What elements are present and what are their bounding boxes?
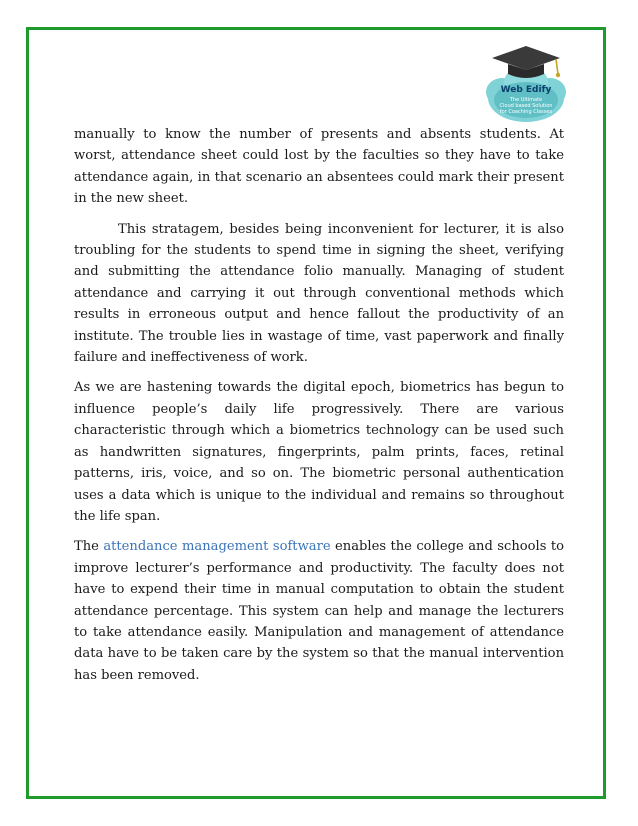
paragraph-4 — [74, 536, 564, 686]
logo-tagline-3: for Coaching Classes — [499, 109, 553, 115]
logo-tagline-2: Cloud based Solution — [499, 103, 553, 109]
paragraph-4-rest: enables the college and schools to improve lecturer’s performance and productivity. The faculty does not have to expend their time in manual computation to obtain the student attendance percentage. This system can help and manage the lecturers to take attendance easily. Manipulation and management of attendance data have to be taken care by the system so that the manual intervention has been removed. — [74, 539, 564, 683]
paragraph-1: manually to know the number of presents and absents students. At worst, attendance sheet could lost by the faculties so they have to take attendance again, in that scenario an absentees could mark their present in the new sheet. — [74, 127, 564, 207]
graduation-cap-icon — [478, 40, 574, 124]
logo-tagline-1: The Ultimate — [509, 97, 543, 103]
paragraph-4-lead: The — [74, 539, 104, 555]
attendance-software-link[interactable]: attendance management software — [103, 539, 331, 555]
logo-brand-text: Web Edify — [500, 85, 552, 95]
paragraph-2: This stratagem, besides being inconvenient for lecturer, it is also troubling for the students to spend time in signing the sheet, verifying and submitting the attendance folio manually. Managing of student attendance and carrying it out through conventional methods which results in erroneous output and hence fallout the productivity of an institute. The trouble lies in wastage of time, vast paperwork and finally failure and ineffectiveness of work. — [74, 221, 564, 366]
document-body — [74, 124, 564, 686]
paragraph-3: As we are hastening towards the digital epoch, biometrics has begun to influence people’s daily life progressively. There are various characteristic through which a biometrics technology can be used such as handwritten signatures, fingerprints, palm prints, faces, retinal patterns, iris, voice, and so on. The biometric personal authentication uses a data which is unique to the individual and remains so throughout the life span. — [74, 380, 564, 524]
web-edify-logo — [478, 40, 574, 124]
